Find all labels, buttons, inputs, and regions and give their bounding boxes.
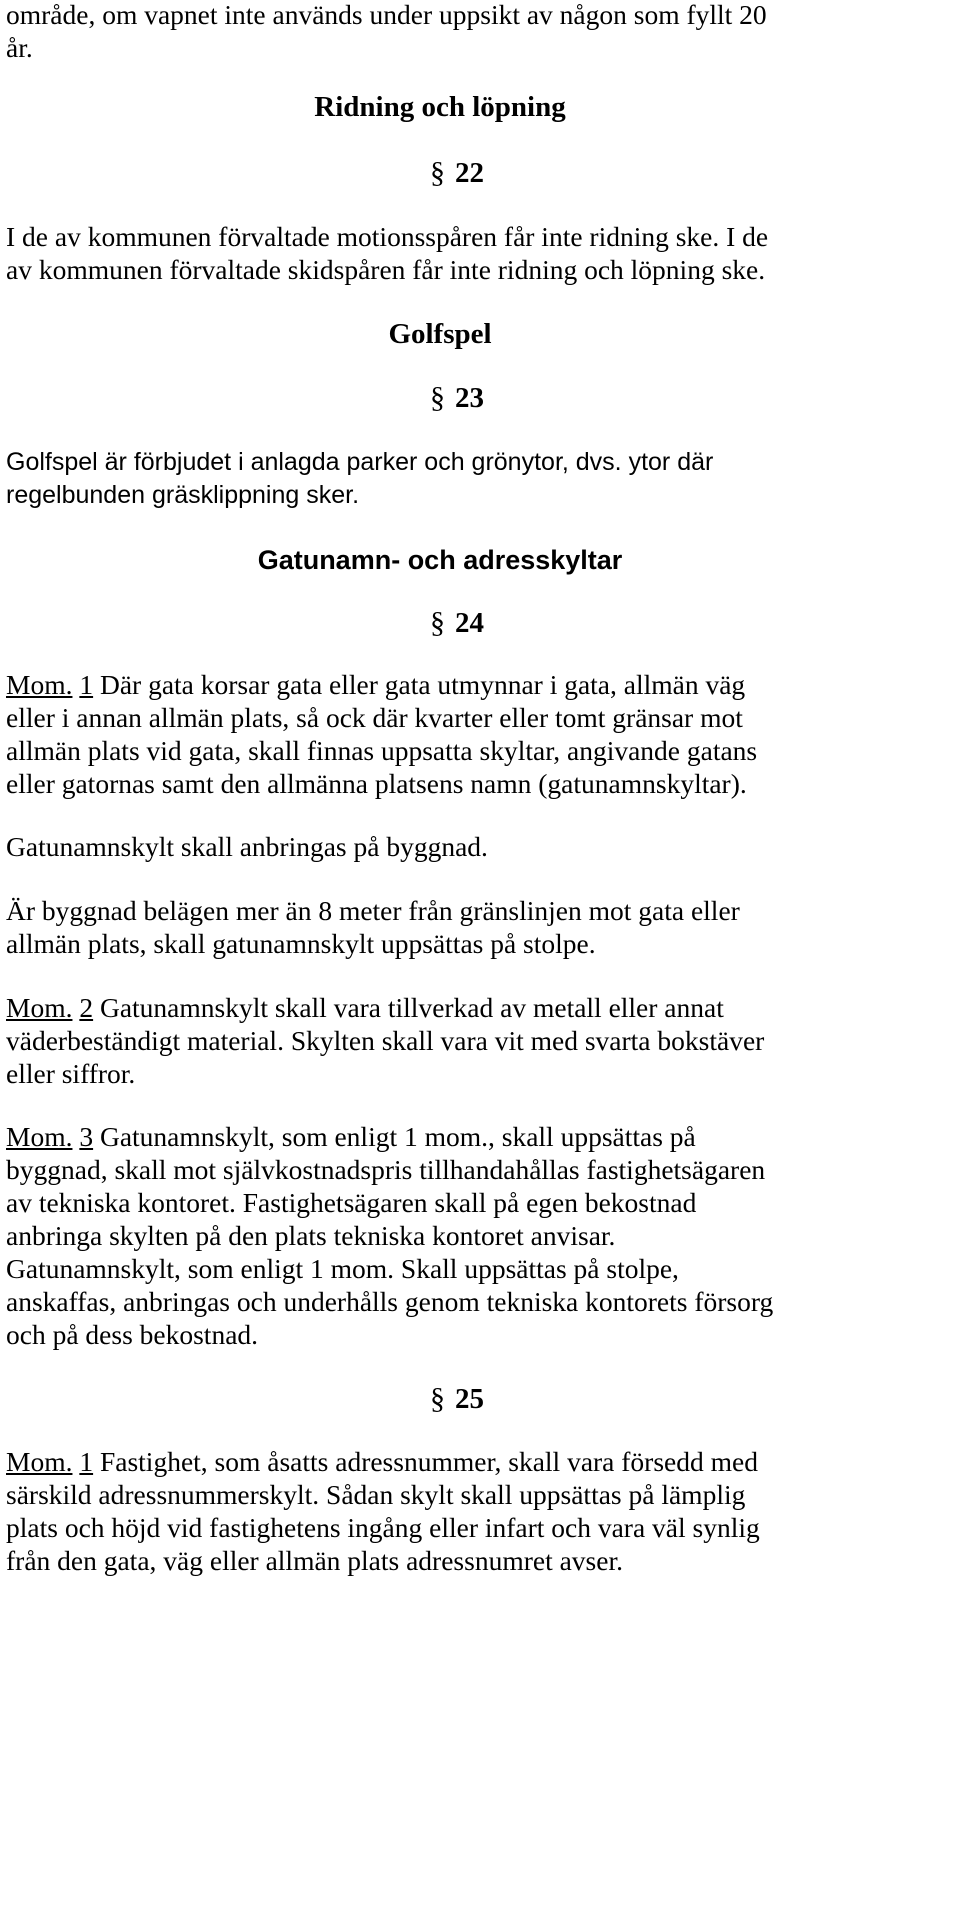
- paragraph-line: [6, 1119, 956, 1155]
- mom-number: 1: [79, 1446, 94, 1477]
- section-heading-gatunamn: Gatunamn- och adresskyltar: [257, 545, 623, 575]
- mom-label: Mom.: [6, 992, 73, 1023]
- paragraph-line: Golfspel är förbjudet i anlagda parker och grönytor, dvs. ytor där: [6, 448, 714, 476]
- paragraph-line: [6, 667, 956, 703]
- paragraph-symbol: §: [430, 1382, 445, 1415]
- paragraph-line: Gatunamnskylt skall anbringas på byggnad.: [6, 831, 488, 862]
- paragraph-line: [6, 1444, 956, 1480]
- mom-number: 3: [79, 1121, 94, 1152]
- paragraph-line: Är byggnad belägen mer än 8 meter från gränslinjen mot gata eller: [6, 895, 740, 926]
- mom-label: Mom.: [6, 1446, 73, 1477]
- paragraph-line: [6, 990, 956, 1026]
- mom-label: Mom.: [6, 669, 73, 700]
- paragraph-line: plats och höjd vid fastighetens ingång eller infart och vara väl synlig: [6, 1512, 760, 1543]
- paragraph-symbol: §: [430, 156, 445, 189]
- paragraph-line: särskild adressnummerskylt. Sådan skylt skall uppsättas på lämplig: [6, 1479, 746, 1510]
- paragraph-line: eller gatornas samt den allmänna platsens namn (gatunamnskyltar).: [6, 768, 747, 799]
- mom-label: Mom.: [6, 1121, 73, 1152]
- section-number-22: [430, 155, 484, 191]
- line-text: Fastighet, som åsatts adressnummer, skall vara försedd med: [99, 1446, 758, 1477]
- paragraph-line: regelbunden gräsklippning sker.: [6, 481, 360, 509]
- line-text: Gatunamnskylt, som enligt 1 mom., skall uppsättas på: [99, 1121, 696, 1152]
- section-number: 22: [455, 157, 484, 189]
- paragraph-line: allmän plats vid gata, skall finnas uppsatta skyltar, angivande gatans: [6, 735, 758, 766]
- section-number-25: [430, 1381, 484, 1417]
- section-number: 23: [455, 382, 484, 414]
- paragraph-line: eller i annan allmän plats, så ock där kvarter eller tomt gränsar mot: [6, 702, 743, 733]
- paragraph-line: anskaffas, anbringas och underhålls genom tekniska kontorets försorg: [6, 1286, 774, 1317]
- paragraph-line: anbringa skylten på den plats tekniska kontoret anvisar.: [6, 1220, 616, 1251]
- paragraph-line: och på dess bekostnad.: [6, 1319, 259, 1350]
- paragraph-line: år.: [6, 32, 33, 63]
- line-text: Där gata korsar gata eller gata utmynnar i gata, allmän väg: [99, 669, 746, 700]
- section-number: 25: [455, 1383, 484, 1415]
- paragraph-line: väderbeständigt material. Skylten skall vara vit med svarta bokstäver: [6, 1025, 765, 1056]
- paragraph-symbol: §: [430, 381, 445, 414]
- mom-number: 2: [79, 992, 94, 1023]
- paragraph-line: allmän plats, skall gatunamnskylt uppsättas på stolpe.: [6, 928, 596, 959]
- paragraph-line: byggnad, skall mot självkostnadspris tillhandahållas fastighetsägaren: [6, 1154, 766, 1185]
- section-heading-ridning: Ridning och löpning: [314, 91, 566, 123]
- section-number: 24: [455, 607, 484, 639]
- line-text: Gatunamnskylt skall vara tillverkad av metall eller annat: [99, 992, 724, 1023]
- section-heading-golfspel: Golfspel: [388, 318, 492, 350]
- section-number-23: [430, 380, 484, 416]
- paragraph-line: från den gata, väg eller allmän plats adressnumret avser.: [6, 1545, 623, 1576]
- section-number-24: [430, 605, 484, 641]
- paragraph-line: område, om vapnet inte används under uppsikt av någon som fyllt 20: [6, 0, 767, 30]
- paragraph-line: I de av kommunen förvaltade motionsspåren får inte ridning ske. I de: [6, 221, 769, 252]
- mom-number: 1: [79, 669, 94, 700]
- paragraph-symbol: §: [430, 606, 445, 639]
- paragraph-line: eller siffror.: [6, 1058, 136, 1089]
- paragraph-line: av tekniska kontoret. Fastighetsägaren skall på egen bekostnad: [6, 1187, 697, 1218]
- paragraph-line: av kommunen förvaltade skidspåren får inte ridning och löpning ske.: [6, 254, 766, 285]
- paragraph-line: Gatunamnskylt, som enligt 1 mom. Skall uppsättas på stolpe,: [6, 1253, 679, 1284]
